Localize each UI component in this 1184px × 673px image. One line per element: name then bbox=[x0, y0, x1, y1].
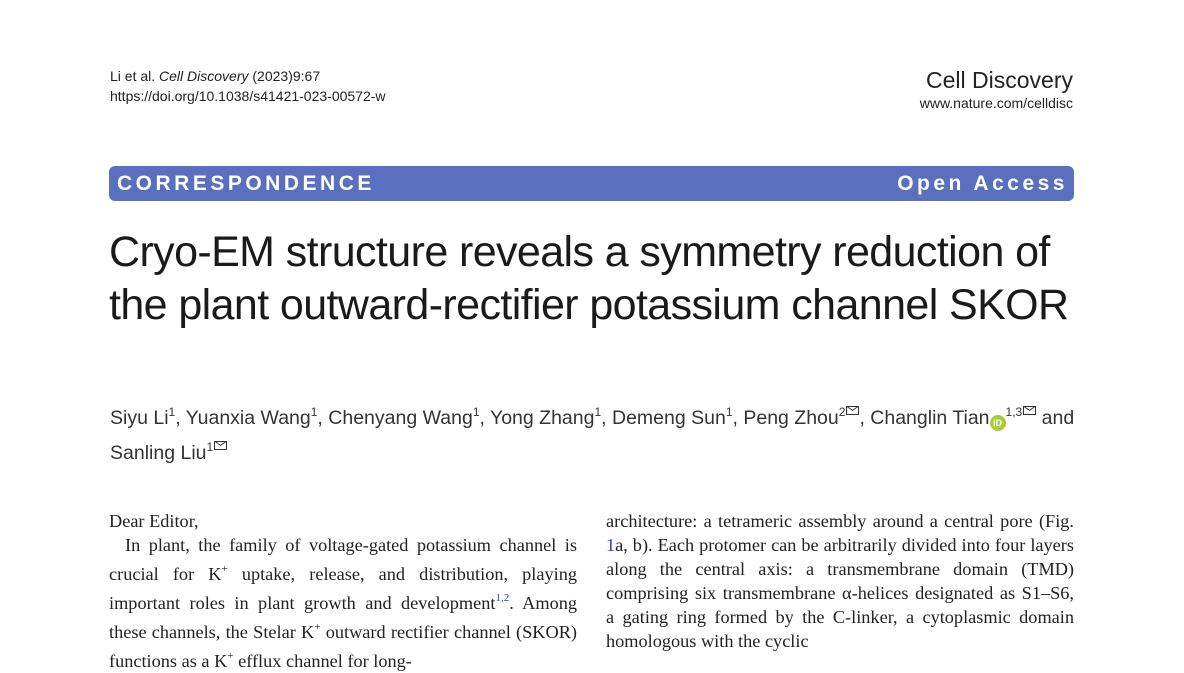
article-title: Cryo-EM structure reveals a symmetry reduction of the plant outward-rectifier potassium channel SKOR bbox=[109, 228, 1069, 329]
citation-volume: (2023)9:67 bbox=[252, 68, 321, 84]
reference-link[interactable]: 2 bbox=[503, 592, 510, 604]
reference-separator: , bbox=[500, 592, 504, 604]
author-affiliation: 1 bbox=[206, 440, 214, 454]
body-text: In plant, the family of voltage-gated potassium channel is crucial for K bbox=[109, 535, 577, 584]
body-column-right bbox=[606, 509, 1074, 653]
superscript: + bbox=[314, 621, 321, 633]
author-name[interactable]: Yuanxia Wang bbox=[185, 407, 311, 429]
author-affiliation: 1,3 bbox=[1005, 405, 1023, 419]
superscript: + bbox=[221, 563, 228, 575]
salutation: Dear Editor, bbox=[109, 511, 199, 531]
email-icon[interactable] bbox=[1023, 406, 1036, 415]
body-text: outward rectifier channel (SKOR) functions as a K bbox=[109, 622, 577, 671]
doi-link[interactable]: https://doi.org/10.1038/s41421-023-00572-w bbox=[110, 88, 386, 104]
journal-block bbox=[920, 66, 1073, 112]
email-icon[interactable] bbox=[846, 406, 859, 415]
author-affiliation: 1 bbox=[472, 405, 480, 419]
reference-citation bbox=[495, 592, 509, 604]
body-text: . Among these channels, the Stelar K bbox=[109, 593, 577, 642]
citation-authors: Li et al. bbox=[110, 68, 156, 84]
body-paragraph bbox=[606, 509, 1074, 653]
article-type-label: CORRESPONDENCE bbox=[117, 171, 375, 195]
citation-block bbox=[110, 66, 386, 106]
citation-journal: Cell Discovery bbox=[159, 68, 249, 84]
open-access-label: Open Access bbox=[897, 171, 1068, 195]
author-name[interactable]: Chenyang Wang bbox=[328, 407, 473, 429]
author-name[interactable]: Peng Zhou bbox=[743, 407, 839, 429]
author-name[interactable]: Yong Zhang bbox=[489, 407, 595, 429]
reference-link[interactable]: 1 bbox=[495, 592, 501, 604]
article-type-banner bbox=[109, 166, 1074, 201]
author-affiliation: 1 bbox=[725, 405, 733, 419]
author-affiliation: 1 bbox=[168, 405, 176, 419]
orcid-icon[interactable]: iD bbox=[990, 415, 1006, 431]
author-list: Siyu Li$^1$, Yuanxia Wang$^1$, Chenyang Wang$^1$, Yong Zhang$^1$, Demeng Sun$^1$, Peng Zhou$^2$ , Changlin Tian iD$^{1,3}$ and Sanling Liu$^1$ bbox=[110, 405, 1075, 464]
body-text: architecture: a tetrameric assembly around a central pore (Fig. bbox=[606, 511, 1074, 531]
author-affiliation: 1 bbox=[310, 405, 318, 419]
email-icon[interactable] bbox=[214, 441, 227, 450]
authors-conjunction: and bbox=[1041, 407, 1075, 429]
journal-name: Cell Discovery bbox=[926, 67, 1073, 93]
author-affiliation: 1 bbox=[594, 405, 602, 419]
body-text: uptake, release, and distribution, playing important roles in plant growth and development bbox=[109, 564, 577, 613]
figure-link[interactable]: 1 bbox=[606, 535, 616, 555]
body-text: a, b). Each protomer can be arbitrarily divided into four layers along the central axis: a transmembrane domain (TMD) comprising six transmembrane α-helices designated as S1–S6, a gating ring formed by the C-linker, a cytoplasmic domain homologous with the cyclic bbox=[606, 535, 1074, 651]
author-name[interactable]: Changlin Tian bbox=[870, 407, 990, 429]
author-affiliation: 2 bbox=[838, 405, 846, 419]
journal-url-link[interactable]: www.nature.com/celldisc bbox=[919, 95, 1073, 111]
author-name[interactable]: Siyu Li bbox=[110, 407, 169, 429]
citation-line bbox=[110, 66, 386, 86]
body-column-left bbox=[109, 509, 577, 673]
author-name[interactable]: Sanling Liu bbox=[110, 442, 207, 464]
body-text: efflux channel for long- bbox=[233, 651, 412, 671]
superscript: + bbox=[227, 650, 234, 662]
body-paragraph bbox=[109, 533, 577, 673]
author-name[interactable]: Demeng Sun bbox=[611, 407, 726, 429]
